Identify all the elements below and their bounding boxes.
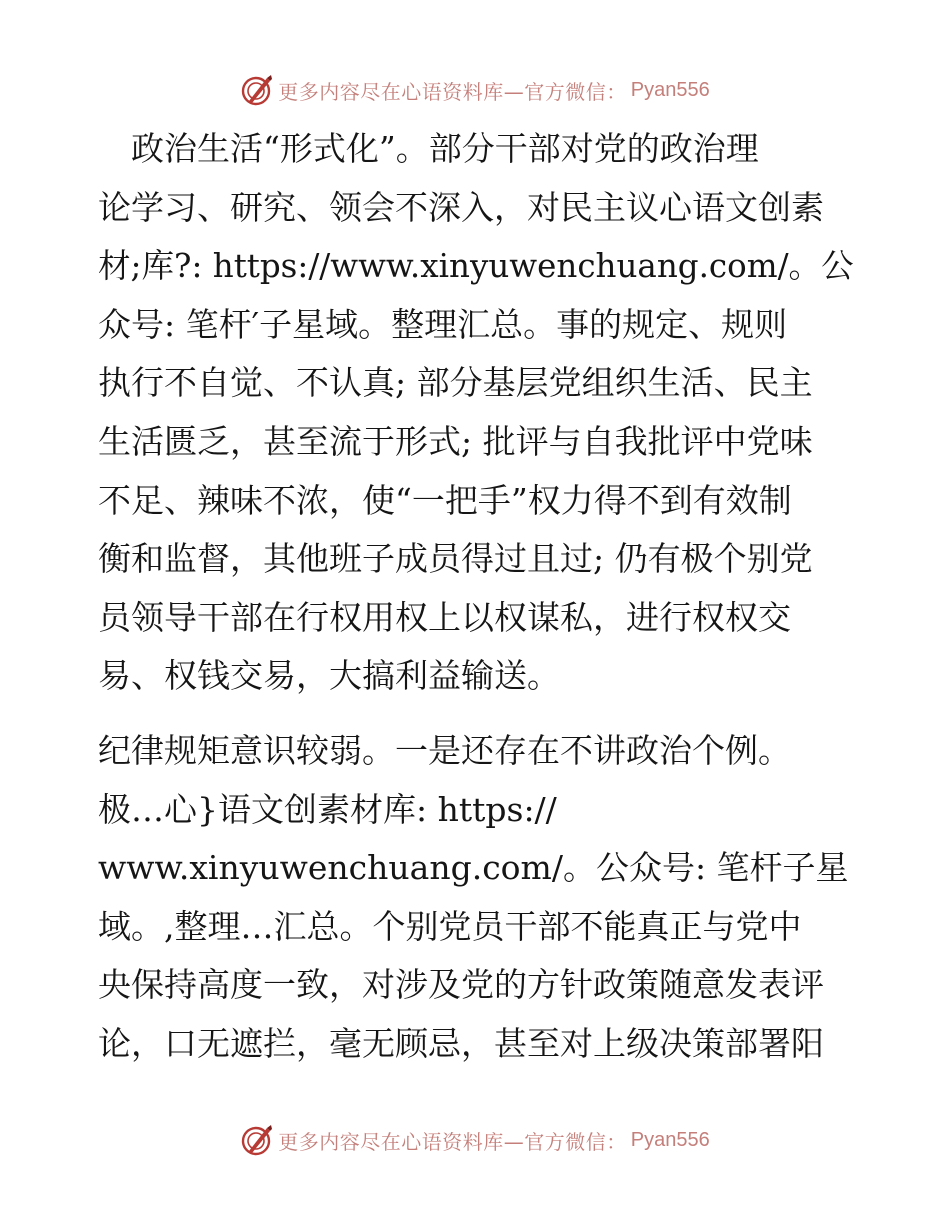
footer-banner [0,1120,950,1160]
header-banner [0,70,950,110]
text-line: 易、权钱交易，大搞利益输送。 [98,656,560,696]
document-body [98,120,854,1074]
text-line: 不足、辣味不浓，使“一把手”权力得不到有效制 [98,480,792,520]
pen-logo-icon [240,1123,274,1157]
banner-text: 更多内容尽在心语资料库—官方微信： [278,79,627,104]
text-line: 衡和监督，其他班子成员得过且过; 仍有极个别党 [98,539,813,579]
pen-logo-icon [240,73,274,107]
text-line: 众号: 笔杆′子星域。整理汇总。事的规定、规则 [98,304,788,344]
paragraph-2 [98,722,854,1074]
text-line: 论，口无遮拦，毫无顾忌，甚至对上级决策部署阳 [98,1023,824,1063]
text-line: 生活匮乏，甚至流于形式; 批评与自我批评中党味 [98,421,813,461]
text-line: 材;库?: https://www.xinyuwenchuang.com/。公 [98,246,854,286]
wechat-id: Pyan556 [630,78,710,101]
text-line: www.xinyuwenchuang.com/。公众号: 笔杆子星 [98,848,849,888]
text-line: 极…心}语文创素材库: https:// [98,789,557,829]
paragraph-1 [98,120,854,706]
text-line: 政治生活“形式化”。部分干部对党的政治理 [98,129,759,168]
text-line: 域。,整理…汇总。个别党员干部不能真正与党中 [98,906,802,946]
text-line: 央保持高度一致，对涉及党的方针政策随意发表评 [98,965,824,1005]
text-line: 纪律规矩意识较弱。一是还存在不讲政治个例。 [98,730,791,770]
text-line: 论学习、研究、领会不深入，对民主议心语文创素 [98,187,824,227]
banner-text: 更多内容尽在心语资料库—官方微信： [278,1129,627,1154]
wechat-id: Pyan556 [630,1128,710,1151]
text-line: 员领导干部在行权用权上以权谋私，进行权权交 [98,597,791,637]
text-line: 执行不自觉、不认真; 部分基层党组织生活、民主 [98,363,813,403]
